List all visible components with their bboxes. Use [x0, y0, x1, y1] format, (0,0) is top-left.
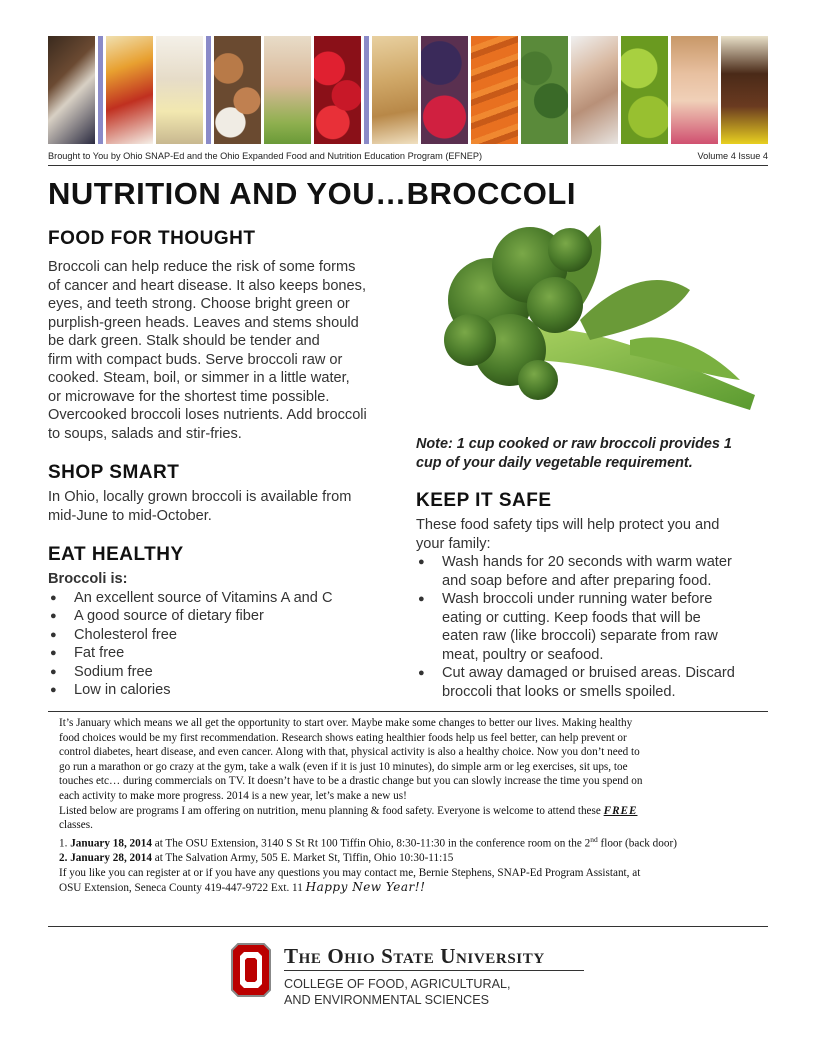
banner-photo-children — [48, 36, 95, 144]
text-line: be dark green. Stalk should be tender and — [48, 333, 320, 349]
text-line: These food safety tips will help protect you and — [416, 517, 720, 533]
text-line: eaten raw (like broccoli) separate from raw — [442, 628, 718, 644]
credit-text: Brought to You by Ohio SNAP-Ed and the Ohio Expanded Food and Nutrition Education Program (EFNEP) — [48, 151, 483, 161]
text-line: to soups, salads and stir-fries. — [48, 425, 242, 442]
text-line: meat, poultry or seafood. — [442, 646, 604, 663]
text-line: eyes, and teeth strong. Choose bright green or — [48, 296, 350, 312]
university-name: The Ohio State University — [284, 944, 545, 968]
footer-top-rule — [48, 926, 768, 927]
list-item: ● An excellent source of Vitamins A and C — [48, 589, 400, 608]
banner-photo-eggs — [214, 36, 261, 144]
greeting: Happy New Year!! — [305, 880, 426, 895]
banner-separator — [206, 36, 211, 144]
volume-issue: Volume 4 Issue 4 — [697, 151, 768, 161]
list-item: ● A good source of dietary fiber — [48, 607, 400, 626]
banner-photo-berries — [421, 36, 468, 144]
program-2 — [59, 851, 765, 866]
list-item — [416, 664, 772, 701]
note-line: Note: 1 cup cooked or raw broccoli provides 1 — [416, 436, 732, 452]
eat-healthy-intro: Broccoli is: — [48, 571, 128, 587]
header-credit-line — [48, 151, 768, 161]
banner-photo-boy — [721, 36, 768, 144]
banner-photo-peppers — [106, 36, 153, 144]
classes-line: classes. — [59, 819, 93, 832]
block-o-icon — [230, 942, 272, 998]
banner-separator — [364, 36, 369, 144]
program-2-date: 2. January 28, 2014 — [59, 852, 152, 865]
letter-top-rule — [48, 711, 768, 712]
text-line: or microwave for the shortest time possible. — [48, 388, 330, 405]
banner-photo-broccoli — [521, 36, 568, 144]
list-item: ● Low in calories — [48, 681, 400, 700]
left-column — [48, 228, 400, 700]
banner-photo-bread — [372, 36, 419, 144]
banner-photo-girl — [671, 36, 718, 144]
program-1-sup: nd — [590, 834, 598, 844]
food-for-thought-heading: FOOD FOR THOUGHT — [48, 228, 256, 249]
letter-line: each activity to make more progress. 2014 is a new year, let’s make a new us! — [59, 789, 407, 802]
contact-text: OSU Extension, Seneca County 419-447-9722 Ext. 11 — [59, 882, 306, 895]
text-line: purplish-green heads. Leaves and stems should — [48, 314, 359, 331]
text-line: broccoli that looks or smells spoiled. — [442, 683, 676, 700]
text-line: your family: — [416, 535, 491, 552]
banner-photo-hands — [571, 36, 618, 144]
letter-line: food choices would be my first recommendation. Research shows eating healthier foods help us feel better, can help prevent or — [59, 731, 627, 744]
contact-line — [59, 880, 765, 896]
text-line: ● Wash broccoli under running water before — [442, 591, 713, 607]
page-title: NUTRITION AND YOU…BROCCOLI — [48, 176, 576, 211]
shop-smart-text — [48, 488, 400, 525]
eat-healthy-list — [48, 589, 400, 700]
banner-separator — [98, 36, 103, 144]
text-line: Broccoli can help reduce the risk of some forms — [48, 259, 356, 275]
contact-line: If you like you can register at or if you have any questions you may contact me, Bernie Stephens, SNAP-Ed Program Assistant, at — [59, 866, 641, 879]
keep-it-safe-list — [416, 553, 772, 701]
text-line: of cancer and heart disease. It also keeps bones, — [48, 277, 367, 294]
letter-line: touches etc… during commercials on TV. It doesn’t have to be a drastic change but you can slowly increase the time you spend on — [59, 775, 643, 788]
text-line: firm with compact buds. Serve broccoli raw or — [48, 351, 343, 368]
text-line: eating or cutting. Keep foods that will be — [442, 609, 701, 626]
letter-line: control diabetes, heart disease, and even cancer. Along with that, physical activity is also a healthy choice. Now you don’t need to — [59, 746, 640, 759]
note-line: cup of your daily vegetable requirement. — [416, 454, 693, 471]
programs-line — [59, 804, 765, 819]
text-line: In Ohio, locally grown broccoli is available from — [48, 489, 352, 505]
keep-it-safe-heading: KEEP IT SAFE — [416, 490, 552, 511]
letter-section — [59, 716, 765, 896]
banner-photo-strawberries — [314, 36, 361, 144]
program-1 — [59, 833, 765, 851]
photo-banner — [48, 36, 768, 144]
text-line: mid-June to mid-October. — [48, 507, 212, 524]
program-1-number: 1. — [59, 837, 71, 850]
college-line-2: AND ENVIRONMENTAL SCIENCES — [284, 993, 490, 1007]
text-line: Overcooked broccoli loses nutrients. Add broccoli — [48, 407, 367, 423]
program-1-date: January 18, 2014 — [70, 837, 152, 850]
banner-photo-milk — [156, 36, 203, 144]
text-line: and soap before and after preparing food. — [442, 572, 712, 589]
list-item: ● Fat free — [48, 644, 400, 663]
list-item: ● Sodium free — [48, 663, 400, 682]
program-1-text: at The OSU Extension, 3140 S St Rt 100 Tiffin Ohio, 8:30-11:30 in the conference room on the 2 — [151, 837, 591, 850]
logo-divider — [284, 970, 584, 971]
text-line: ● Cut away damaged or bruised areas. Discard — [442, 665, 735, 681]
list-item: ● Cholesterol free — [48, 626, 400, 645]
program-2-text: at The Salvation Army, 505 E. Market St, Tiffin, Ohio 10:30-11:15 — [151, 852, 454, 865]
osu-logo — [230, 942, 590, 1012]
text-line: cooked. Steam, boil, or simmer in a little water, — [48, 370, 350, 386]
banner-photo-smiling-woman — [264, 36, 311, 144]
list-item — [416, 553, 772, 590]
text-line: ● Wash hands for 20 seconds with warm water — [442, 554, 732, 570]
banner-photo-apples — [621, 36, 668, 144]
letter-line: go run a marathon or go crazy at the gym, take a walk (even if it is just 10 minutes), do simple arm or leg exercises, sit ups, toe — [59, 760, 628, 773]
program-1-end: floor (back door) — [597, 837, 677, 850]
list-item — [416, 590, 772, 664]
header-rule — [48, 165, 768, 166]
broccoli-image — [430, 210, 770, 430]
programs-text: Listed below are programs I am offering on nutrition, menu planning & food safety. Everyone is welcome to attend these — [59, 804, 604, 817]
shop-smart-heading: SHOP SMART — [48, 462, 180, 483]
eat-healthy-heading: EAT HEALTHY — [48, 544, 184, 565]
right-column — [416, 435, 772, 701]
letter-line: It’s January which means we all get the opportunity to start over. Maybe make some changes to better our lives. Making healthy — [59, 717, 633, 729]
food-for-thought-text — [48, 258, 400, 443]
keep-it-safe-intro — [416, 516, 772, 553]
free-emphasis: FREE — [603, 804, 638, 817]
banner-photo-carrots — [471, 36, 518, 144]
college-line-1: COLLEGE OF FOOD, AGRICULTURAL, — [284, 977, 511, 991]
